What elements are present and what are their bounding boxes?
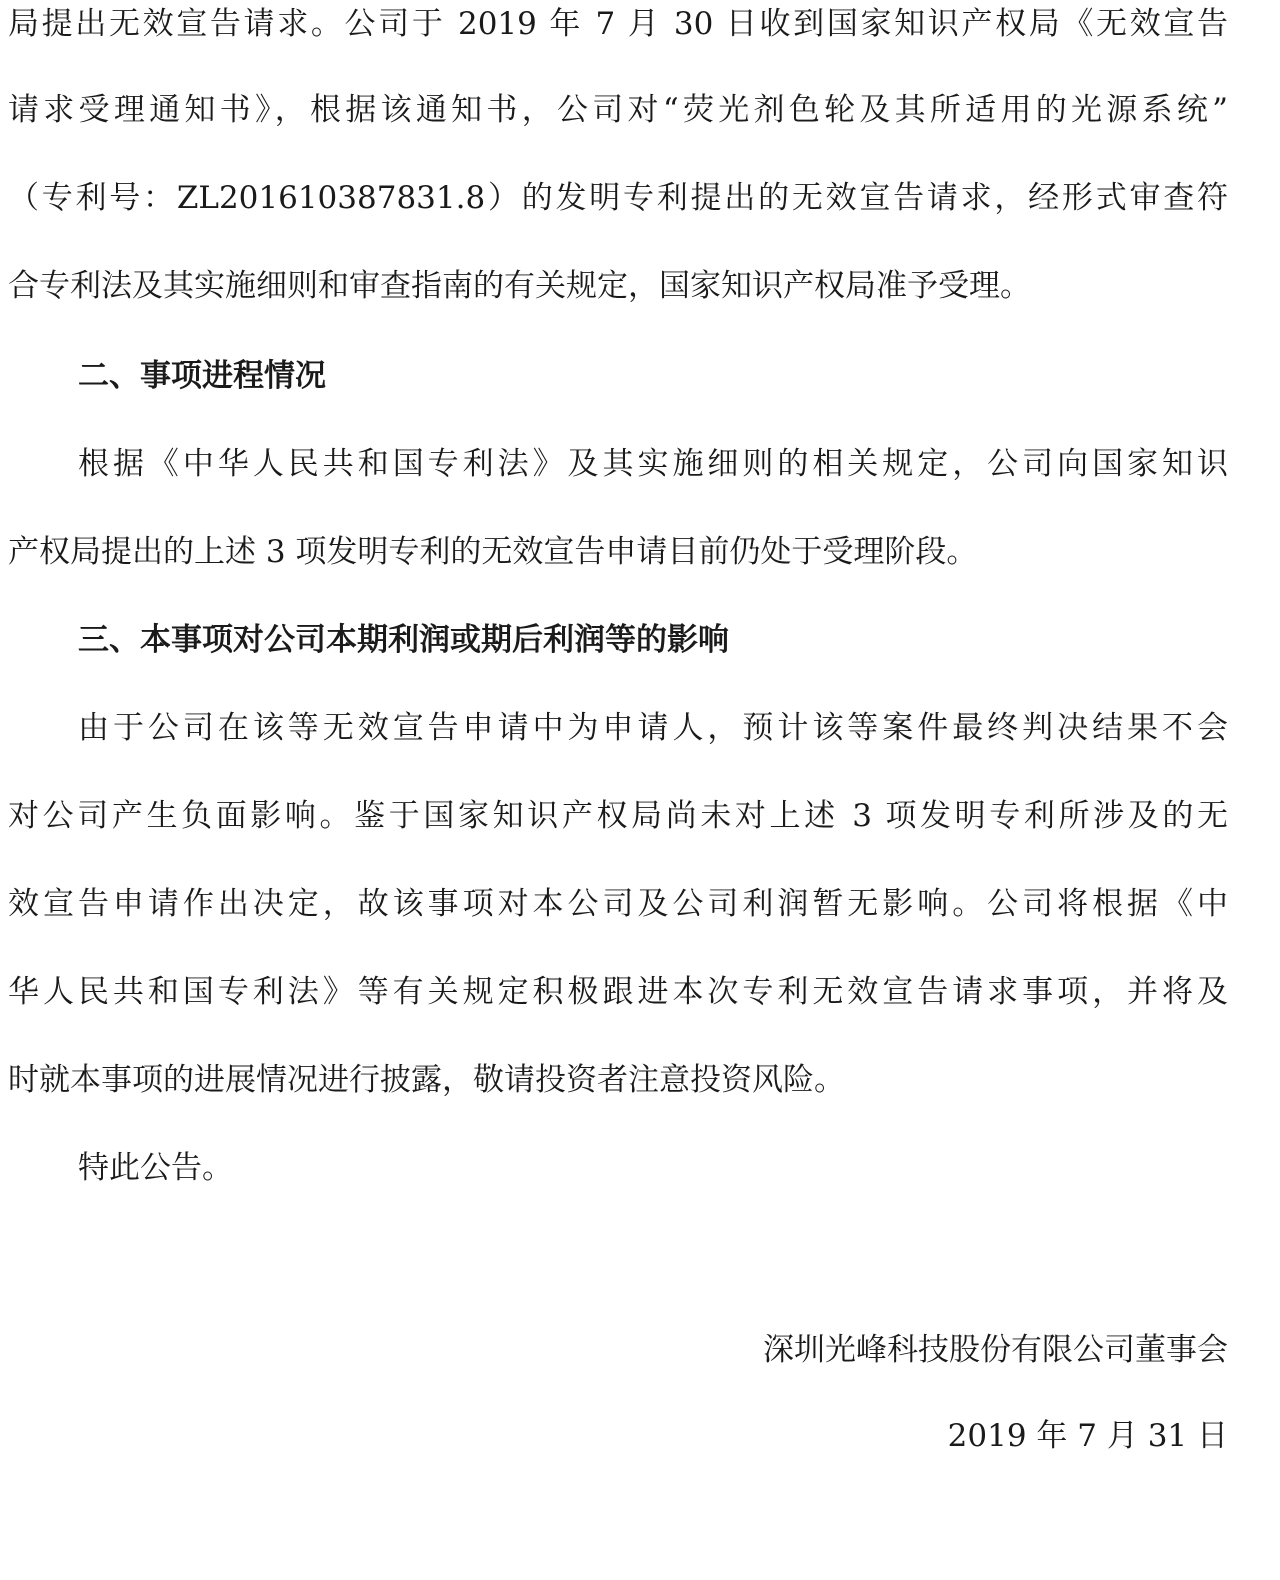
closing-text: 特此公告。: [78, 1150, 233, 1186]
paragraph-line: （专利号：ZL201610387831.8）的发明专利提出的无效宣告请求，经形式审查符: [8, 180, 1228, 216]
paragraph-line: 请求受理通知书》，根据该通知书，公司对“荧光剂色轮及其所适用的光源系统”: [8, 92, 1228, 128]
paragraph-line: 由于公司在该等无效宣告申请中为申请人，预计该等案件最终判决结果不会: [78, 710, 1228, 746]
paragraph-line: 效宣告申请作出决定，故该事项对本公司及公司利润暂无影响。公司将根据《中: [8, 886, 1228, 922]
signature-date: 2019 年 7 月 31 日: [947, 1418, 1228, 1454]
paragraph-line: 合专利法及其实施细则和审查指南的有关规定，国家知识产权局准予受理。: [8, 268, 1031, 304]
paragraph-line: 根据《中华人民共和国专利法》及其实施细则的相关规定，公司向国家知识: [78, 446, 1228, 482]
section-heading: 二、事项进程情况: [78, 358, 326, 394]
section-heading: 三、本事项对公司本期利润或期后利润等的影响: [78, 622, 729, 658]
paragraph-line: 时就本事项的进展情况进行披露，敬请投资者注意投资风险。: [8, 1062, 845, 1098]
signature-company: 深圳光峰科技股份有限公司董事会: [763, 1332, 1228, 1368]
paragraph-line: 局提出无效宣告请求。公司于 2019 年 7 月 30 日收到国家知识产权局《无效宣告: [8, 6, 1228, 42]
paragraph-line: 对公司产生负面影响。鉴于国家知识产权局尚未对上述 3 项发明专利所涉及的无: [8, 798, 1228, 834]
paragraph-line: 产权局提出的上述 3 项发明专利的无效宣告申请目前仍处于受理阶段。: [8, 534, 978, 570]
paragraph-line: 华人民共和国专利法》等有关规定积极跟进本次专利无效宣告请求事项，并将及: [8, 974, 1228, 1010]
